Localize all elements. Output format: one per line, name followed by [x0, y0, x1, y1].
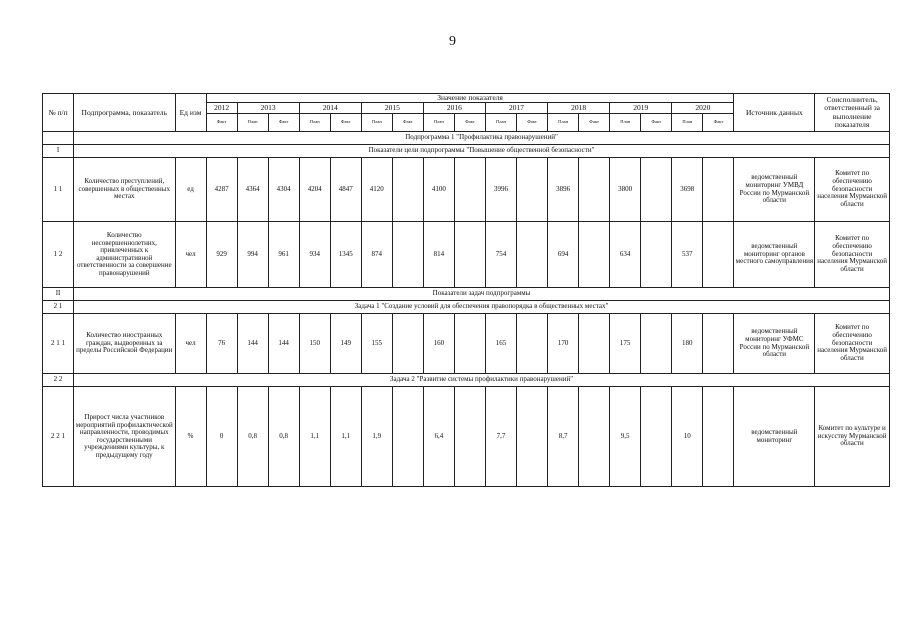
value-cell [703, 314, 734, 374]
table-row [43, 158, 890, 222]
row-number: 1 2 [43, 222, 74, 288]
value-cell: 3800 [610, 158, 641, 222]
value-cell: 694 [548, 222, 579, 288]
col-responsible-header: Соисполнитель, ответственный за выполнение показателя [815, 94, 890, 132]
year-header: 2019 [610, 103, 672, 114]
value-cell: 537 [672, 222, 703, 288]
fact-header: Факт [392, 114, 423, 132]
section-title: Подпрограмма 1 "Профилактика правонарушений" [74, 132, 890, 145]
fact-header: Факт [641, 114, 672, 132]
fact-header: Факт [703, 114, 734, 132]
row-number: 1 1 [43, 158, 74, 222]
plan-header: План [361, 114, 392, 132]
year-header: 2020 [672, 103, 734, 114]
value-cell: 8,7 [548, 387, 579, 487]
value-cell: 7,7 [485, 387, 516, 487]
responsible-party: Комитет по обеспечению безопасности населения Мурманской области [815, 158, 890, 222]
fact-header: Факт [206, 114, 237, 132]
value-cell: 76 [206, 314, 237, 374]
value-cell: 634 [610, 222, 641, 288]
value-cell: 961 [268, 222, 299, 288]
value-cell: 6,4 [423, 387, 454, 487]
value-cell: 155 [361, 314, 392, 374]
value-cell [392, 158, 423, 222]
unit-cell: чел [175, 222, 206, 288]
value-cell [579, 314, 610, 374]
section-title: Задача 2 "Развитие системы профилактики правонарушений" [74, 374, 890, 387]
value-cell [703, 387, 734, 487]
value-cell [641, 158, 672, 222]
section-title: Задача 1 "Создание условий для обеспечения правопорядка в общественных местах" [74, 301, 890, 314]
value-cell: 874 [361, 222, 392, 288]
value-cell [392, 222, 423, 288]
value-cell: 4304 [268, 158, 299, 222]
table-row [43, 222, 890, 288]
section-row [43, 301, 890, 314]
unit-cell: % [175, 387, 206, 487]
value-cell [703, 158, 734, 222]
value-cell: 144 [237, 314, 268, 374]
value-cell [641, 387, 672, 487]
year-header: 2017 [485, 103, 547, 114]
indicator-name: Количество несовершеннолетних, привлеченных к административной ответственности за совершение правонарушений [74, 222, 175, 288]
section-row [43, 288, 890, 301]
value-cell [454, 387, 485, 487]
section-row [43, 145, 890, 158]
data-source: ведомственный мониторинг органов местного самоуправления [734, 222, 815, 288]
table-body [43, 132, 890, 487]
data-source: ведомственный мониторинг УМВД России по Мурманской области [734, 158, 815, 222]
value-cell: 929 [206, 222, 237, 288]
responsible-party: Комитет по культуре и искусству Мурманской области [815, 387, 890, 487]
year-header: 2015 [361, 103, 423, 114]
indicator-name: Количество преступлений, совершенных в общественных местах [74, 158, 175, 222]
value-cell: 4364 [237, 158, 268, 222]
page-number: 9 [449, 34, 456, 49]
plan-header: План [237, 114, 268, 132]
section-title: Показатели задач подпрограммы [74, 288, 890, 301]
section-number: II [43, 288, 74, 301]
value-cell: 1,1 [299, 387, 330, 487]
value-cell: 180 [672, 314, 703, 374]
plan-header: План [485, 114, 516, 132]
fact-header: Факт [579, 114, 610, 132]
value-cell: 4204 [299, 158, 330, 222]
value-cell: 144 [268, 314, 299, 374]
value-cell [392, 314, 423, 374]
row-number: 2 2 1 [43, 387, 74, 487]
value-cell: 9,5 [610, 387, 641, 487]
value-cell [703, 222, 734, 288]
value-cell: 0,8 [268, 387, 299, 487]
data-source: ведомственный мониторинг УФМС России по Мурманской области [734, 314, 815, 374]
value-cell [454, 222, 485, 288]
value-cell [392, 387, 423, 487]
value-cell: 149 [330, 314, 361, 374]
section-number: I [43, 145, 74, 158]
value-cell [517, 222, 548, 288]
value-cell: 175 [610, 314, 641, 374]
value-cell [454, 158, 485, 222]
indicator-name: Прирост числа участников мероприятий профилактической направленности, проводимых государственными учреждениями культуры, к предыдущему году [74, 387, 175, 487]
value-cell: 934 [299, 222, 330, 288]
fact-header: Факт [268, 114, 299, 132]
plan-header: План [672, 114, 703, 132]
value-cell: 3896 [548, 158, 579, 222]
value-cell [517, 387, 548, 487]
unit-cell: чел [175, 314, 206, 374]
value-cell: 170 [548, 314, 579, 374]
indicator-name: Количество иностранных граждан, выдворенных за пределы Российской Федерации [74, 314, 175, 374]
value-cell: 150 [299, 314, 330, 374]
section-number [43, 132, 74, 145]
value-cell: 4120 [361, 158, 392, 222]
value-cell: 0,8 [237, 387, 268, 487]
value-cell: 4100 [423, 158, 454, 222]
indicators-table [42, 93, 890, 487]
col-indicator-header: Подпрограмма, показатель [74, 94, 175, 132]
value-cell: 994 [237, 222, 268, 288]
table-row [43, 314, 890, 374]
plan-header: План [548, 114, 579, 132]
value-cell [517, 158, 548, 222]
value-cell [517, 314, 548, 374]
data-source: ведомственный мониторинг [734, 387, 815, 487]
value-cell: 1345 [330, 222, 361, 288]
col-unit-header: Ед изм [175, 94, 206, 132]
value-cell [579, 222, 610, 288]
value-cell: 3698 [672, 158, 703, 222]
value-cell [641, 222, 672, 288]
value-cell: 165 [485, 314, 516, 374]
value-cell: 1,1 [330, 387, 361, 487]
year-header: 2013 [237, 103, 299, 114]
table-row [43, 387, 890, 487]
year-header: 2012 [206, 103, 237, 114]
unit-cell: ед [175, 158, 206, 222]
value-cell [579, 158, 610, 222]
value-cell: 1,9 [361, 387, 392, 487]
header-row-1 [43, 94, 890, 103]
value-group-header: Значение показателя [206, 94, 734, 103]
plan-header: План [610, 114, 641, 132]
col-num-header: № п/п [43, 94, 74, 132]
plan-header: План [423, 114, 454, 132]
value-cell [454, 314, 485, 374]
year-header: 2016 [423, 103, 485, 114]
responsible-party: Комитет по обеспечению безопасности населения Мурманской области [815, 314, 890, 374]
section-number: 2 2 [43, 374, 74, 387]
section-title: Показатели цели подпрограммы "Повышение общественной безопасности" [74, 145, 890, 158]
value-cell: 754 [485, 222, 516, 288]
section-row [43, 132, 890, 145]
value-cell: 4287 [206, 158, 237, 222]
fact-header: Факт [454, 114, 485, 132]
value-cell: 814 [423, 222, 454, 288]
value-cell [579, 387, 610, 487]
responsible-party: Комитет по обеспечению безопасности населения Мурманской области [815, 222, 890, 288]
row-number: 2 1 1 [43, 314, 74, 374]
col-source-header: Источник данных [734, 94, 815, 132]
fact-header: Факт [330, 114, 361, 132]
value-cell: 160 [423, 314, 454, 374]
value-cell: 0 [206, 387, 237, 487]
section-number: 2 1 [43, 301, 74, 314]
fact-header: Факт [517, 114, 548, 132]
value-cell: 3996 [485, 158, 516, 222]
value-cell: 10 [672, 387, 703, 487]
value-cell [641, 314, 672, 374]
year-header: 2014 [299, 103, 361, 114]
year-header: 2018 [548, 103, 610, 114]
section-row [43, 374, 890, 387]
value-cell: 4847 [330, 158, 361, 222]
plan-header: План [299, 114, 330, 132]
